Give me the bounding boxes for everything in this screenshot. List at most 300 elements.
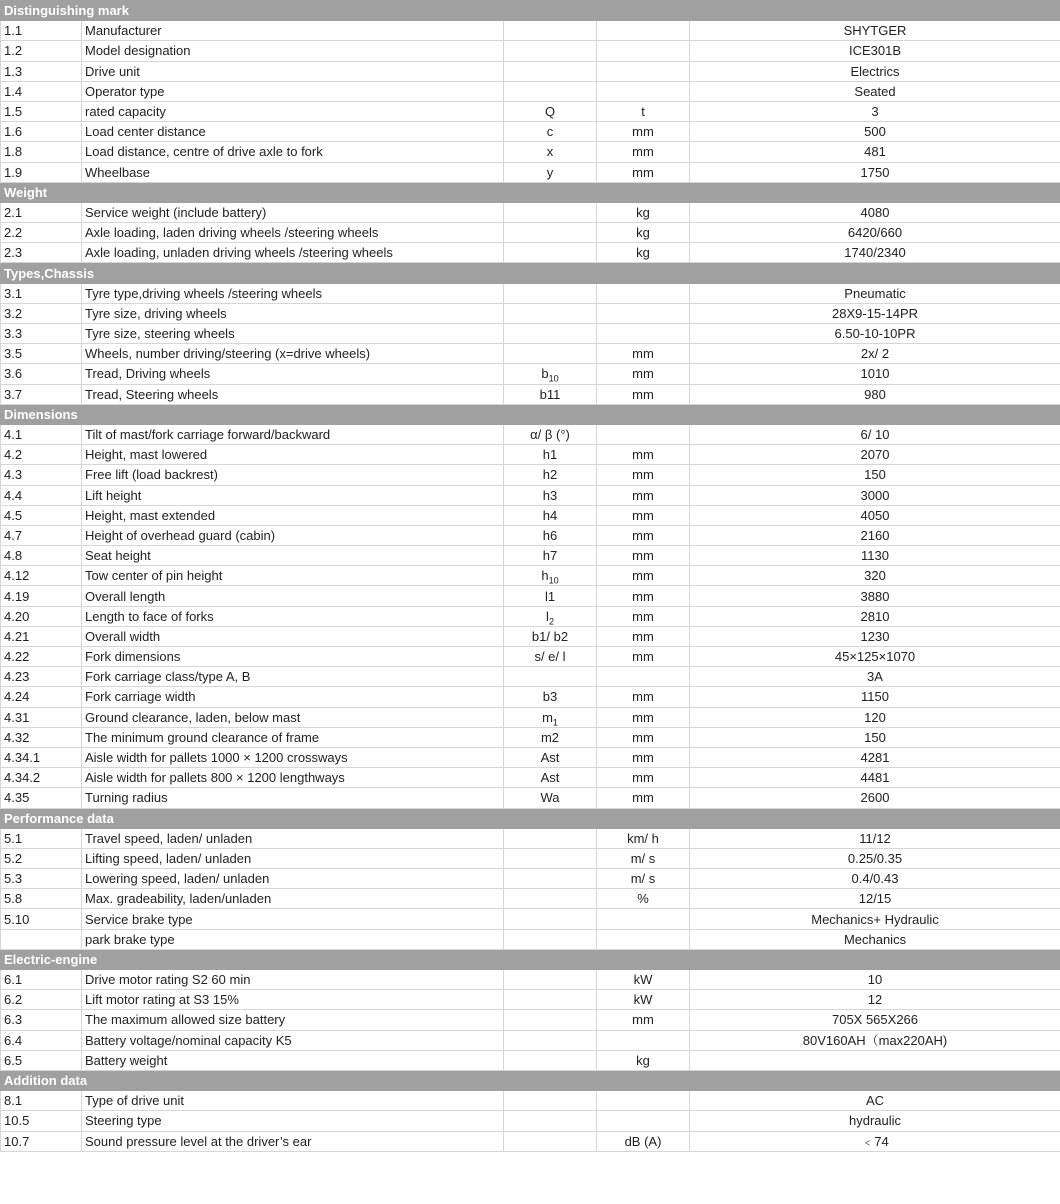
item-symbol <box>504 61 597 81</box>
item-description: Overall length <box>82 586 504 606</box>
item-unit: % <box>597 889 690 909</box>
item-unit: mm <box>597 384 690 404</box>
item-symbol: Q <box>504 101 597 121</box>
symbol-subscript: 10 <box>548 374 559 385</box>
item-number: 1.3 <box>1 61 82 81</box>
item-unit: km/ h <box>597 828 690 848</box>
item-description: Service weight (include battery) <box>82 202 504 222</box>
item-description: Height, mast lowered <box>82 445 504 465</box>
item-number: 2.1 <box>1 202 82 222</box>
item-number: 6.2 <box>1 990 82 1010</box>
item-number <box>1 929 82 949</box>
item-symbol: Ast <box>504 768 597 788</box>
item-symbol <box>504 202 597 222</box>
item-description: park brake type <box>82 929 504 949</box>
item-symbol: h4 <box>504 505 597 525</box>
item-number: 5.3 <box>1 869 82 889</box>
item-value: 1750 <box>690 162 1060 182</box>
item-number: 5.1 <box>1 828 82 848</box>
table-row <box>1 223 1060 243</box>
item-number: 6.4 <box>1 1030 82 1050</box>
item-number: 8.1 <box>1 1091 82 1111</box>
item-number: 4.21 <box>1 626 82 646</box>
item-number: 4.4 <box>1 485 82 505</box>
item-unit <box>597 1030 690 1050</box>
item-value: 12/15 <box>690 889 1060 909</box>
item-number: 6.5 <box>1 1050 82 1070</box>
item-value: 481 <box>690 142 1060 162</box>
section-header <box>1 404 1060 424</box>
item-value: Mechanics <box>690 929 1060 949</box>
item-symbol: c <box>504 122 597 142</box>
item-unit: kW <box>597 970 690 990</box>
item-symbol <box>504 929 597 949</box>
section-header <box>1 949 1060 969</box>
table-row <box>1 61 1060 81</box>
item-number: 5.2 <box>1 848 82 868</box>
item-symbol <box>504 1091 597 1111</box>
item-unit: mm <box>597 364 690 384</box>
item-description: Model designation <box>82 41 504 61</box>
item-value: 28X9-15-14PR <box>690 303 1060 323</box>
item-description: Tyre size, driving wheels <box>82 303 504 323</box>
item-description: Turning radius <box>82 788 504 808</box>
item-number: 4.3 <box>1 465 82 485</box>
item-unit <box>597 21 690 41</box>
item-unit: mm <box>597 606 690 626</box>
item-symbol: m2 <box>504 727 597 747</box>
item-value: 10 <box>690 970 1060 990</box>
table-row <box>1 667 1060 687</box>
item-number: 1.5 <box>1 101 82 121</box>
item-value: 1010 <box>690 364 1060 384</box>
item-description: Tyre size, steering wheels <box>82 324 504 344</box>
item-value: 1150 <box>690 687 1060 707</box>
item-value: 4281 <box>690 747 1060 767</box>
item-unit <box>597 1111 690 1131</box>
item-description: Drive motor rating S2 60 min <box>82 970 504 990</box>
item-unit: dB (A) <box>597 1131 690 1151</box>
item-number: 4.24 <box>1 687 82 707</box>
item-unit: mm <box>597 768 690 788</box>
table-row <box>1 687 1060 707</box>
item-value: 2070 <box>690 445 1060 465</box>
item-description: Battery voltage/nominal capacity K5 <box>82 1030 504 1050</box>
item-value: 45×125×1070 <box>690 647 1060 667</box>
item-description: Manufacturer <box>82 21 504 41</box>
item-unit <box>597 667 690 687</box>
table-row <box>1 586 1060 606</box>
table-row <box>1 626 1060 646</box>
item-description: Drive unit <box>82 61 504 81</box>
table-row <box>1 142 1060 162</box>
item-number: 4.1 <box>1 424 82 444</box>
item-number: 4.2 <box>1 445 82 465</box>
item-unit <box>597 81 690 101</box>
table-row <box>1 1010 1060 1030</box>
item-number: 2.2 <box>1 223 82 243</box>
item-number: 1.2 <box>1 41 82 61</box>
table-row <box>1 707 1060 727</box>
item-unit: kg <box>597 243 690 263</box>
item-symbol: b11 <box>504 384 597 404</box>
table-row <box>1 1050 1060 1070</box>
item-description: Load center distance <box>82 122 504 142</box>
item-unit: mm <box>597 566 690 586</box>
item-number: 4.7 <box>1 525 82 545</box>
item-number: 4.8 <box>1 546 82 566</box>
item-value: 3 <box>690 101 1060 121</box>
table-row <box>1 848 1060 868</box>
item-description: Service brake type <box>82 909 504 929</box>
item-description: Operator type <box>82 81 504 101</box>
item-symbol <box>504 1050 597 1070</box>
table-row <box>1 303 1060 323</box>
item-description: Tread, Driving wheels <box>82 364 504 384</box>
table-row <box>1 566 1060 586</box>
table-row <box>1 485 1060 505</box>
item-value: 0.4/0.43 <box>690 869 1060 889</box>
table-row <box>1 283 1060 303</box>
item-unit <box>597 909 690 929</box>
item-symbol <box>504 243 597 263</box>
item-description: Battery weight <box>82 1050 504 1070</box>
item-value: 11/12 <box>690 828 1060 848</box>
item-value: 4080 <box>690 202 1060 222</box>
item-description: Load distance, centre of drive axle to fork <box>82 142 504 162</box>
item-description: Fork carriage class/type A, B <box>82 667 504 687</box>
item-value: 320 <box>690 566 1060 586</box>
item-symbol <box>504 869 597 889</box>
item-description: Tread, Steering wheels <box>82 384 504 404</box>
item-symbol: Wa <box>504 788 597 808</box>
item-unit: mm <box>597 586 690 606</box>
item-unit <box>597 324 690 344</box>
table-row <box>1 990 1060 1010</box>
item-description: Axle loading, laden driving wheels /steering wheels <box>82 223 504 243</box>
table-row <box>1 384 1060 404</box>
table-row <box>1 81 1060 101</box>
item-unit: mm <box>597 626 690 646</box>
table-row <box>1 788 1060 808</box>
item-number: 1.6 <box>1 122 82 142</box>
item-unit: kg <box>597 1050 690 1070</box>
item-symbol <box>504 283 597 303</box>
symbol-text: h <box>541 568 549 584</box>
item-unit: mm <box>597 122 690 142</box>
item-description: Free lift (load backrest) <box>82 465 504 485</box>
item-unit: mm <box>597 445 690 465</box>
item-unit: mm <box>597 344 690 364</box>
item-value: AC <box>690 1091 1060 1111</box>
item-value <box>690 1050 1060 1070</box>
item-description: The minimum ground clearance of frame <box>82 727 504 747</box>
item-value: 980 <box>690 384 1060 404</box>
table-row <box>1 606 1060 626</box>
table-row <box>1 465 1060 485</box>
table-row <box>1 889 1060 909</box>
symbol-subscript: 1 <box>552 717 558 728</box>
symbol-text: l <box>546 608 549 624</box>
item-description: Type of drive unit <box>82 1091 504 1111</box>
item-description: Height, mast extended <box>82 505 504 525</box>
item-unit: mm <box>597 647 690 667</box>
item-unit: kg <box>597 223 690 243</box>
item-description: Wheelbase <box>82 162 504 182</box>
item-symbol: s/ e/ l <box>504 647 597 667</box>
table-row <box>1 1030 1060 1050</box>
item-value: 150 <box>690 727 1060 747</box>
table-row <box>1 424 1060 444</box>
item-symbol <box>504 909 597 929</box>
item-symbol <box>504 41 597 61</box>
item-symbol <box>504 606 597 626</box>
item-number: 4.31 <box>1 707 82 727</box>
item-description: Travel speed, laden/ unladen <box>82 828 504 848</box>
item-symbol <box>504 667 597 687</box>
item-value: 6/ 10 <box>690 424 1060 444</box>
item-symbol <box>504 21 597 41</box>
item-number: 4.20 <box>1 606 82 626</box>
section-title: Addition data <box>1 1070 1060 1090</box>
item-value: 80V160AH（max220AH) <box>690 1030 1060 1050</box>
item-unit: mm <box>597 546 690 566</box>
item-symbol: h2 <box>504 465 597 485</box>
item-unit: kW <box>597 990 690 1010</box>
table-row <box>1 909 1060 929</box>
item-description: Tilt of mast/fork carriage forward/backward <box>82 424 504 444</box>
section-title: Distinguishing mark <box>1 1 1060 21</box>
item-symbol: h1 <box>504 445 597 465</box>
item-value: 150 <box>690 465 1060 485</box>
item-description: Wheels, number driving/steering (x=drive wheels) <box>82 344 504 364</box>
item-unit <box>597 283 690 303</box>
item-description: Overall width <box>82 626 504 646</box>
item-symbol <box>504 990 597 1010</box>
item-description: Max. gradeability, laden/unladen <box>82 889 504 909</box>
table-row <box>1 122 1060 142</box>
item-symbol <box>504 1131 597 1151</box>
table-row <box>1 768 1060 788</box>
item-symbol: Ast <box>504 747 597 767</box>
item-description: Tow center of pin height <box>82 566 504 586</box>
item-symbol <box>504 364 597 384</box>
item-value: 1740/2340 <box>690 243 1060 263</box>
item-unit: mm <box>597 788 690 808</box>
item-value: 1230 <box>690 626 1060 646</box>
item-value: 3880 <box>690 586 1060 606</box>
table-row <box>1 202 1060 222</box>
item-number: 10.7 <box>1 1131 82 1151</box>
item-symbol: b3 <box>504 687 597 707</box>
item-value: Pneumatic <box>690 283 1060 303</box>
item-unit: mm <box>597 1010 690 1030</box>
item-value: 4481 <box>690 768 1060 788</box>
item-number: 2.3 <box>1 243 82 263</box>
item-value: 4050 <box>690 505 1060 525</box>
item-number: 5.8 <box>1 889 82 909</box>
item-unit <box>597 929 690 949</box>
item-number: 5.10 <box>1 909 82 929</box>
section-header <box>1 263 1060 283</box>
table-row <box>1 445 1060 465</box>
item-number: 1.9 <box>1 162 82 182</box>
item-description: Fork carriage width <box>82 687 504 707</box>
item-number: 4.5 <box>1 505 82 525</box>
item-unit: mm <box>597 707 690 727</box>
item-value: 0.25/0.35 <box>690 848 1060 868</box>
item-unit: m/ s <box>597 869 690 889</box>
item-description: Height of overhead guard (cabin) <box>82 525 504 545</box>
item-symbol <box>504 970 597 990</box>
item-unit: mm <box>597 505 690 525</box>
table-row <box>1 1131 1060 1151</box>
item-unit <box>597 41 690 61</box>
item-description: Axle loading, unladen driving wheels /steering wheels <box>82 243 504 263</box>
item-value: Electrics <box>690 61 1060 81</box>
table-row <box>1 869 1060 889</box>
item-value: 3000 <box>690 485 1060 505</box>
table-row <box>1 1091 1060 1111</box>
item-value: Mechanics+ Hydraulic <box>690 909 1060 929</box>
item-description: rated capacity <box>82 101 504 121</box>
item-symbol <box>504 223 597 243</box>
section-header <box>1 808 1060 828</box>
item-symbol: x <box>504 142 597 162</box>
section-header <box>1 182 1060 202</box>
item-description: Seat height <box>82 546 504 566</box>
item-number: 3.7 <box>1 384 82 404</box>
spec-table-body <box>1 1 1060 1152</box>
section-title: Dimensions <box>1 404 1060 424</box>
item-description: Lift motor rating at S3 15% <box>82 990 504 1010</box>
item-number: 3.5 <box>1 344 82 364</box>
item-value: 12 <box>690 990 1060 1010</box>
item-value: 6420/660 <box>690 223 1060 243</box>
item-symbol: y <box>504 162 597 182</box>
item-number: 3.2 <box>1 303 82 323</box>
item-symbol <box>504 1010 597 1030</box>
item-symbol: h7 <box>504 546 597 566</box>
item-unit: mm <box>597 687 690 707</box>
item-description: Sound pressure level at the driver’s ear <box>82 1131 504 1151</box>
table-row <box>1 727 1060 747</box>
table-row <box>1 1111 1060 1131</box>
item-number: 4.19 <box>1 586 82 606</box>
item-number: 1.4 <box>1 81 82 101</box>
item-value: 6.50-10-10PR <box>690 324 1060 344</box>
symbol-text: b <box>541 366 549 382</box>
item-value: ICE301B <box>690 41 1060 61</box>
item-number: 6.1 <box>1 970 82 990</box>
item-symbol <box>504 81 597 101</box>
item-number: 4.35 <box>1 788 82 808</box>
table-row <box>1 505 1060 525</box>
item-description: Length to face of forks <box>82 606 504 626</box>
section-title: Weight <box>1 182 1060 202</box>
section-header <box>1 1070 1060 1090</box>
item-description: Fork dimensions <box>82 647 504 667</box>
item-value: 2600 <box>690 788 1060 808</box>
item-number: 1.1 <box>1 21 82 41</box>
item-number: 3.1 <box>1 283 82 303</box>
item-value: 1130 <box>690 546 1060 566</box>
symbol-subscript: 2 <box>548 616 554 627</box>
item-number: 4.23 <box>1 667 82 687</box>
item-unit: mm <box>597 162 690 182</box>
item-symbol: h6 <box>504 525 597 545</box>
item-description: Aisle width for pallets 1000 × 1200 crossways <box>82 747 504 767</box>
table-row <box>1 324 1060 344</box>
symbol-subscript: 10 <box>548 575 559 586</box>
table-row <box>1 828 1060 848</box>
table-row <box>1 647 1060 667</box>
item-value: 2x/ 2 <box>690 344 1060 364</box>
item-number: 4.22 <box>1 647 82 667</box>
item-number: 3.6 <box>1 364 82 384</box>
item-unit: mm <box>597 465 690 485</box>
item-value: 500 <box>690 122 1060 142</box>
item-symbol <box>504 828 597 848</box>
item-value: 705X 565X266 <box>690 1010 1060 1030</box>
item-unit: mm <box>597 727 690 747</box>
item-value: ﹤74 <box>690 1131 1060 1151</box>
item-description: Steering type <box>82 1111 504 1131</box>
item-unit <box>597 61 690 81</box>
section-title: Electric-engine <box>1 949 1060 969</box>
item-number: 6.3 <box>1 1010 82 1030</box>
item-symbol <box>504 566 597 586</box>
section-title: Types,Chassis <box>1 263 1060 283</box>
item-value: 3A <box>690 667 1060 687</box>
item-symbol: h3 <box>504 485 597 505</box>
item-symbol <box>504 303 597 323</box>
symbol-text: m <box>542 709 553 725</box>
item-symbol <box>504 848 597 868</box>
item-number: 4.32 <box>1 727 82 747</box>
item-number: 4.34.1 <box>1 747 82 767</box>
item-value: hydraulic <box>690 1111 1060 1131</box>
item-unit <box>597 1091 690 1111</box>
item-symbol <box>504 1111 597 1131</box>
item-number: 3.3 <box>1 324 82 344</box>
table-row <box>1 747 1060 767</box>
item-symbol <box>504 889 597 909</box>
table-row <box>1 101 1060 121</box>
item-description: Aisle width for pallets 800 × 1200 lengthways <box>82 768 504 788</box>
item-description: Lift height <box>82 485 504 505</box>
item-unit: t <box>597 101 690 121</box>
table-row <box>1 162 1060 182</box>
item-unit: mm <box>597 142 690 162</box>
item-unit: mm <box>597 747 690 767</box>
table-row <box>1 243 1060 263</box>
table-row <box>1 41 1060 61</box>
item-unit: kg <box>597 202 690 222</box>
item-description: Ground clearance, laden, below mast <box>82 707 504 727</box>
item-symbol: b1/ b2 <box>504 626 597 646</box>
table-row <box>1 364 1060 384</box>
table-row <box>1 21 1060 41</box>
item-description: The maximum allowed size battery <box>82 1010 504 1030</box>
item-value: SHYTGER <box>690 21 1060 41</box>
item-value: 2810 <box>690 606 1060 626</box>
table-row <box>1 929 1060 949</box>
item-value: Seated <box>690 81 1060 101</box>
item-unit: mm <box>597 485 690 505</box>
table-row <box>1 970 1060 990</box>
item-number: 4.34.2 <box>1 768 82 788</box>
